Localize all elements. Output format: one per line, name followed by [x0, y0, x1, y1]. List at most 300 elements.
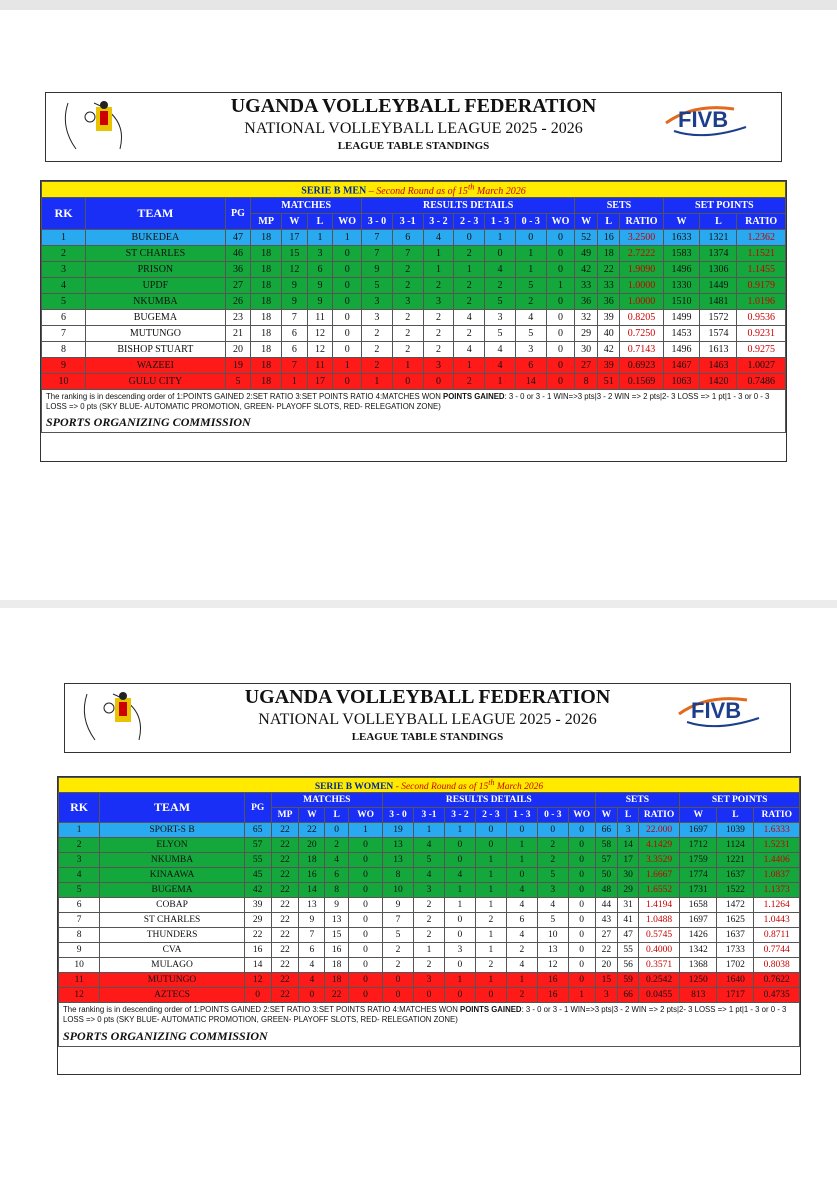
cell-r32: 1 — [444, 883, 475, 898]
cell-rwo: 0 — [546, 358, 575, 374]
cell-sl: 55 — [618, 943, 639, 958]
cell-r31: 2 — [392, 326, 423, 342]
cell-sw: 27 — [575, 358, 598, 374]
cell-r31: 3 — [413, 883, 444, 898]
cell-team: ST CHARLES — [86, 246, 226, 262]
table-row — [59, 868, 800, 883]
cell-sr: 0.2542 — [638, 973, 679, 988]
w-col-pg: PG — [244, 793, 271, 823]
table-row — [42, 326, 786, 342]
cell-w: 22 — [299, 823, 325, 838]
cell-pg: 20 — [225, 342, 251, 358]
women-subtitle: NATIONAL VOLLEYBALL LEAGUE 2025 - 2026 — [258, 711, 597, 728]
fivb-logo-text: FIVB — [678, 107, 729, 132]
cell-mp: 22 — [271, 958, 299, 973]
cell-rwo: 0 — [568, 943, 595, 958]
cell-sr: 0.4000 — [638, 943, 679, 958]
cell-rwo: 0 — [546, 230, 575, 246]
cell-r03: 4 — [537, 898, 568, 913]
cell-r32: 0 — [444, 838, 475, 853]
cell-pg: 42 — [244, 883, 271, 898]
cell-r32: 4 — [423, 230, 454, 246]
cell-l: 17 — [307, 374, 333, 390]
cell-sr: 0.8205 — [620, 310, 663, 326]
cell-r23: 2 — [454, 374, 485, 390]
cell-team: AZTECS — [100, 988, 244, 1003]
col-set-points: SET POINTS — [663, 198, 785, 214]
cell-rk: 9 — [59, 943, 100, 958]
cell-l: 9 — [307, 278, 333, 294]
cell-r13: 0 — [506, 823, 537, 838]
cell-sw: 20 — [595, 958, 618, 973]
cell-mp: 22 — [271, 943, 299, 958]
cell-pl: 1481 — [700, 294, 737, 310]
cell-sl: 59 — [618, 973, 639, 988]
women-org: SPORTS ORGANIZING COMMISSION — [63, 1028, 268, 1043]
cell-r30: 7 — [383, 913, 414, 928]
cell-mp: 18 — [251, 374, 282, 390]
cell-pr: 1.0837 — [754, 868, 800, 883]
cell-l: 0 — [325, 823, 349, 838]
cell-pg: 21 — [225, 326, 251, 342]
cell-pg: 57 — [244, 838, 271, 853]
cell-pl: 1522 — [717, 883, 754, 898]
cell-pg: 65 — [244, 823, 271, 838]
cell-pl: 1637 — [717, 928, 754, 943]
cell-rwo: 0 — [568, 973, 595, 988]
cell-pr: 0.9275 — [737, 342, 786, 358]
cell-rk: 1 — [42, 230, 86, 246]
cell-r30: 5 — [383, 928, 414, 943]
cell-rwo: 0 — [546, 326, 575, 342]
cell-mp: 22 — [271, 913, 299, 928]
cell-mp: 18 — [251, 358, 282, 374]
cell-w: 9 — [299, 913, 325, 928]
cell-team: BUGEMA — [86, 310, 226, 326]
cell-l: 8 — [325, 883, 349, 898]
cell-w: 1 — [282, 374, 308, 390]
cell-r23: 0 — [454, 230, 485, 246]
cell-r13: 1 — [506, 838, 537, 853]
cell-wo: 0 — [348, 853, 382, 868]
cell-sl: 56 — [618, 958, 639, 973]
cell-r30: 3 — [362, 294, 393, 310]
cell-team: SPORT-S B — [100, 823, 244, 838]
cell-mp: 18 — [251, 326, 282, 342]
cell-wo: 0 — [333, 294, 362, 310]
cell-sl: 33 — [597, 278, 620, 294]
cell-sl: 40 — [597, 326, 620, 342]
cell-pw: 1496 — [663, 262, 700, 278]
table-row — [42, 358, 786, 374]
cell-sl: 39 — [597, 310, 620, 326]
cell-sr: 1.0000 — [620, 294, 663, 310]
cell-pl: 1574 — [700, 326, 737, 342]
cell-rk: 7 — [42, 326, 86, 342]
cell-rk: 7 — [59, 913, 100, 928]
cell-r13: 0 — [485, 246, 516, 262]
cell-r23: 2 — [454, 326, 485, 342]
cell-r32: 1 — [444, 898, 475, 913]
women-subtitle2: LEAGUE TABLE STANDINGS — [351, 731, 504, 743]
cell-r03: 2 — [537, 853, 568, 868]
cell-wo: 0 — [333, 310, 362, 326]
cell-sr: 1.9090 — [620, 262, 663, 278]
cell-pl: 1420 — [700, 374, 737, 390]
men-org: SPORTS ORGANIZING COMMISSION — [46, 415, 251, 430]
cell-pr: 0.4735 — [754, 988, 800, 1003]
cell-sl: 39 — [597, 358, 620, 374]
cell-pr: 0.7622 — [754, 973, 800, 988]
cell-rk: 4 — [59, 868, 100, 883]
cell-pw: 1496 — [663, 342, 700, 358]
cell-l: 11 — [307, 310, 333, 326]
w-col-r30: 3 - 0 — [383, 808, 414, 823]
cell-mp: 18 — [251, 262, 282, 278]
cell-sw: 49 — [575, 246, 598, 262]
cell-sr: 0.7143 — [620, 342, 663, 358]
cell-pg: 19 — [225, 358, 251, 374]
cell-r31: 2 — [413, 913, 444, 928]
cell-pw: 1342 — [680, 943, 717, 958]
cell-pr: 1.6333 — [754, 823, 800, 838]
cell-mp: 22 — [271, 883, 299, 898]
cell-pw: 1697 — [680, 913, 717, 928]
cell-pl: 1717 — [717, 988, 754, 1003]
cell-sl: 31 — [618, 898, 639, 913]
cell-team: NKUMBA — [100, 853, 244, 868]
cell-pw: 1633 — [663, 230, 700, 246]
cell-r13: 1 — [485, 230, 516, 246]
cell-r23: 1 — [475, 868, 506, 883]
cell-pw: 1426 — [680, 928, 717, 943]
cell-r23: 4 — [454, 342, 485, 358]
cell-l: 4 — [325, 853, 349, 868]
cell-team: MUTUNGO — [100, 973, 244, 988]
cell-pg: 23 — [225, 310, 251, 326]
cell-sl: 14 — [618, 838, 639, 853]
cell-rk: 6 — [42, 310, 86, 326]
cell-r13: 4 — [485, 358, 516, 374]
w-col-rk: RK — [59, 793, 100, 823]
cell-sw: 27 — [595, 928, 618, 943]
cell-r32: 3 — [423, 294, 454, 310]
cell-l: 16 — [325, 943, 349, 958]
cell-r32: 1 — [423, 262, 454, 278]
cell-team: KINAAWA — [100, 868, 244, 883]
cell-pw: 1697 — [680, 823, 717, 838]
cell-r23: 1 — [475, 853, 506, 868]
cell-r13: 5 — [485, 326, 516, 342]
cell-r03: 10 — [537, 928, 568, 943]
cell-rwo: 0 — [546, 310, 575, 326]
cell-rwo: 0 — [568, 823, 595, 838]
cell-r23: 1 — [475, 973, 506, 988]
cell-pw: 813 — [680, 988, 717, 1003]
cell-mp: 22 — [271, 868, 299, 883]
cell-pl: 1637 — [717, 868, 754, 883]
cell-r31: 1 — [413, 823, 444, 838]
col-sets: SETS — [575, 198, 663, 214]
cell-r13: 4 — [506, 883, 537, 898]
cell-team: BISHOP STUART — [86, 342, 226, 358]
cell-r03: 0 — [515, 230, 546, 246]
cell-w: 14 — [299, 883, 325, 898]
cell-pw: 1453 — [663, 326, 700, 342]
cell-w: 6 — [282, 326, 308, 342]
cell-r03: 13 — [537, 943, 568, 958]
cell-rk: 8 — [42, 342, 86, 358]
cell-l: 22 — [325, 988, 349, 1003]
cell-r13: 2 — [506, 943, 537, 958]
cell-sl: 16 — [597, 230, 620, 246]
cell-sr: 0.6923 — [620, 358, 663, 374]
cell-r13: 6 — [506, 913, 537, 928]
cell-mp: 18 — [251, 246, 282, 262]
cell-r31: 2 — [392, 342, 423, 358]
cell-r13: 0 — [506, 868, 537, 883]
cell-w: 20 — [299, 838, 325, 853]
col-wo: WO — [333, 214, 362, 230]
table-row — [59, 973, 800, 988]
cell-r31: 2 — [413, 958, 444, 973]
cell-pr: 1.0196 — [737, 294, 786, 310]
fivb-logo-icon-2 — [677, 692, 769, 744]
w-col-sets: SETS — [595, 793, 680, 808]
cell-sl: 66 — [618, 988, 639, 1003]
cell-l: 1 — [307, 230, 333, 246]
cell-pr: 1.1264 — [754, 898, 800, 913]
cell-sr: 3.2500 — [620, 230, 663, 246]
cell-sr: 0.5745 — [638, 928, 679, 943]
cell-w: 7 — [282, 358, 308, 374]
cell-rk: 10 — [59, 958, 100, 973]
col-mp: MP — [251, 214, 282, 230]
cell-r31: 1 — [392, 358, 423, 374]
cell-w: 18 — [299, 853, 325, 868]
cell-r13: 5 — [485, 294, 516, 310]
cell-r13: 4 — [485, 262, 516, 278]
cell-wo: 1 — [333, 230, 362, 246]
w-col-team: TEAM — [100, 793, 244, 823]
cell-team: ST CHARLES — [100, 913, 244, 928]
cell-sw: 42 — [575, 262, 598, 278]
men-title: UGANDA VOLLEYBALL FEDERATION — [230, 95, 597, 117]
cell-sr: 3.3529 — [638, 853, 679, 868]
cell-wo: 0 — [333, 342, 362, 358]
cell-w: 13 — [299, 898, 325, 913]
cell-r32: 3 — [444, 943, 475, 958]
table-row — [42, 246, 786, 262]
cell-wo: 0 — [333, 326, 362, 342]
women-header-box — [64, 683, 791, 753]
cell-team: THUNDERS — [100, 928, 244, 943]
cell-r30: 8 — [383, 868, 414, 883]
cell-r32: 0 — [423, 374, 454, 390]
cell-r30: 0 — [383, 973, 414, 988]
w-col-sets-ratio: RATIO — [638, 808, 679, 823]
cell-sr: 1.0488 — [638, 913, 679, 928]
cell-l: 3 — [307, 246, 333, 262]
cell-r03: 6 — [515, 358, 546, 374]
table-row — [59, 943, 800, 958]
cell-r31: 4 — [413, 838, 444, 853]
cell-sw: 36 — [575, 294, 598, 310]
col-r32: 3 - 2 — [423, 214, 454, 230]
table-row — [42, 278, 786, 294]
cell-r32: 4 — [444, 868, 475, 883]
cell-team: GULU CITY — [86, 374, 226, 390]
cell-l: 18 — [325, 973, 349, 988]
cell-pl: 1221 — [717, 853, 754, 868]
cell-pw: 1063 — [663, 374, 700, 390]
col-l: L — [307, 214, 333, 230]
cell-pw: 1712 — [680, 838, 717, 853]
cell-r30: 2 — [383, 958, 414, 973]
table-row — [42, 374, 786, 390]
col-results: RESULTS DETAILS — [362, 198, 575, 214]
cell-pr: 0.8038 — [754, 958, 800, 973]
table-row — [42, 262, 786, 278]
cell-pw: 1368 — [680, 958, 717, 973]
men-subtitle: NATIONAL VOLLEYBALL LEAGUE 2025 - 2026 — [244, 120, 583, 137]
cell-rwo: 0 — [546, 374, 575, 390]
col-rwo: WO — [546, 214, 575, 230]
cell-r03: 16 — [537, 988, 568, 1003]
cell-rwo: 0 — [546, 246, 575, 262]
cell-r13: 1 — [506, 853, 537, 868]
col-pts-ratio: RATIO — [737, 214, 786, 230]
cell-pg: 27 — [225, 278, 251, 294]
cell-r31: 2 — [392, 310, 423, 326]
cell-pl: 1702 — [717, 958, 754, 973]
cell-sw: 44 — [595, 898, 618, 913]
cell-rwo: 1 — [568, 988, 595, 1003]
cell-sl: 47 — [618, 928, 639, 943]
cell-sl: 3 — [618, 823, 639, 838]
cell-pr: 0.9179 — [737, 278, 786, 294]
cell-sl: 42 — [597, 342, 620, 358]
cell-pw: 1774 — [680, 868, 717, 883]
table-row — [42, 342, 786, 358]
cell-pg: 22 — [244, 928, 271, 943]
cell-pw: 1467 — [663, 358, 700, 374]
cell-rk: 3 — [59, 853, 100, 868]
cell-r32: 2 — [423, 326, 454, 342]
cell-team: NKUMBA — [86, 294, 226, 310]
cell-sr: 1.0000 — [620, 278, 663, 294]
cell-team: PRISON — [86, 262, 226, 278]
cell-rk: 10 — [42, 374, 86, 390]
cell-wo: 1 — [348, 823, 382, 838]
cell-rk: 11 — [59, 973, 100, 988]
cell-mp: 18 — [251, 278, 282, 294]
cell-pr: 1.4406 — [754, 853, 800, 868]
cell-sl: 17 — [618, 853, 639, 868]
cell-sw: 50 — [595, 868, 618, 883]
cell-pr: 1.0027 — [737, 358, 786, 374]
cell-sr: 1.4194 — [638, 898, 679, 913]
cell-pw: 1510 — [663, 294, 700, 310]
cell-r31: 2 — [413, 898, 444, 913]
cell-r30: 2 — [383, 943, 414, 958]
cell-mp: 22 — [271, 853, 299, 868]
col-r30: 3 - 0 — [362, 214, 393, 230]
cell-r23: 1 — [475, 943, 506, 958]
cell-team: BUKEDEA — [86, 230, 226, 246]
cell-r23: 4 — [454, 310, 485, 326]
cell-sr: 0.3571 — [638, 958, 679, 973]
table-row — [59, 823, 800, 838]
cell-sw: 33 — [575, 278, 598, 294]
cell-r13: 1 — [485, 374, 516, 390]
cell-pw: 1759 — [680, 853, 717, 868]
cell-r32: 2 — [423, 278, 454, 294]
col-pg: PG — [225, 198, 251, 230]
men-legend: The ranking is in descending order of 1:POINTS GAINED 2:SET RATIO 3:SET POINTS RATIO 4:MATCHES WON POINTS GAINED: 3 - 0 or 3 - 1 WIN=>3 pts|3 - 2 WIN => 2 pts|2- 3 LOSS => 1 pt|1 - 3 or 0 - 3 LOSS => 0 pts (SKY BLUE- AUTOMATIC PROMOTION, GREEN- PLAYOFF SLOTS, RED- RELEGATION ZONE) SPORTS ORGANIZING COMMISSION — [42, 390, 786, 433]
cell-sr: 1.6552 — [638, 883, 679, 898]
cell-r30: 19 — [383, 823, 414, 838]
women-title: UGANDA VOLLEYBALL FEDERATION — [244, 686, 611, 708]
cell-r23: 2 — [454, 246, 485, 262]
cell-pw: 1583 — [663, 246, 700, 262]
cell-l: 9 — [325, 898, 349, 913]
cell-mp: 22 — [271, 973, 299, 988]
cell-r31: 2 — [392, 262, 423, 278]
cell-pg: 26 — [225, 294, 251, 310]
cell-w: 7 — [282, 310, 308, 326]
cell-r31: 1 — [413, 943, 444, 958]
cell-r30: 9 — [362, 262, 393, 278]
cell-wo: 0 — [333, 262, 362, 278]
w-col-w: W — [299, 808, 325, 823]
cell-wo: 0 — [348, 838, 382, 853]
cell-sl: 36 — [597, 294, 620, 310]
cell-r32: 3 — [423, 358, 454, 374]
cell-pw: 1731 — [680, 883, 717, 898]
cell-wo: 0 — [348, 943, 382, 958]
cell-r32: 1 — [444, 823, 475, 838]
cell-team: COBAP — [100, 898, 244, 913]
cell-sl: 30 — [618, 868, 639, 883]
cell-r30: 2 — [362, 326, 393, 342]
cell-wo: 0 — [348, 973, 382, 988]
cell-wo: 0 — [348, 928, 382, 943]
w-col-matches: MATCHES — [271, 793, 382, 808]
cell-rwo: 0 — [568, 838, 595, 853]
col-w: W — [282, 214, 308, 230]
cell-r03: 5 — [537, 868, 568, 883]
cell-r32: 0 — [444, 853, 475, 868]
cell-rk: 2 — [42, 246, 86, 262]
col-team: TEAM — [86, 198, 226, 230]
page-separator — [0, 600, 837, 608]
cell-l: 12 — [307, 326, 333, 342]
cell-r32: 0 — [444, 958, 475, 973]
w-col-set-points: SET POINTS — [680, 793, 800, 808]
cell-mp: 22 — [271, 928, 299, 943]
cell-pg: 0 — [244, 988, 271, 1003]
men-header-box — [45, 92, 782, 162]
cell-sr: 4.1429 — [638, 838, 679, 853]
table-row — [59, 883, 800, 898]
cell-pg: 39 — [244, 898, 271, 913]
cell-pr: 0.7486 — [737, 374, 786, 390]
cell-r03: 1 — [515, 246, 546, 262]
cell-r23: 2 — [454, 294, 485, 310]
cell-rk: 2 — [59, 838, 100, 853]
cell-sw: 3 — [595, 988, 618, 1003]
